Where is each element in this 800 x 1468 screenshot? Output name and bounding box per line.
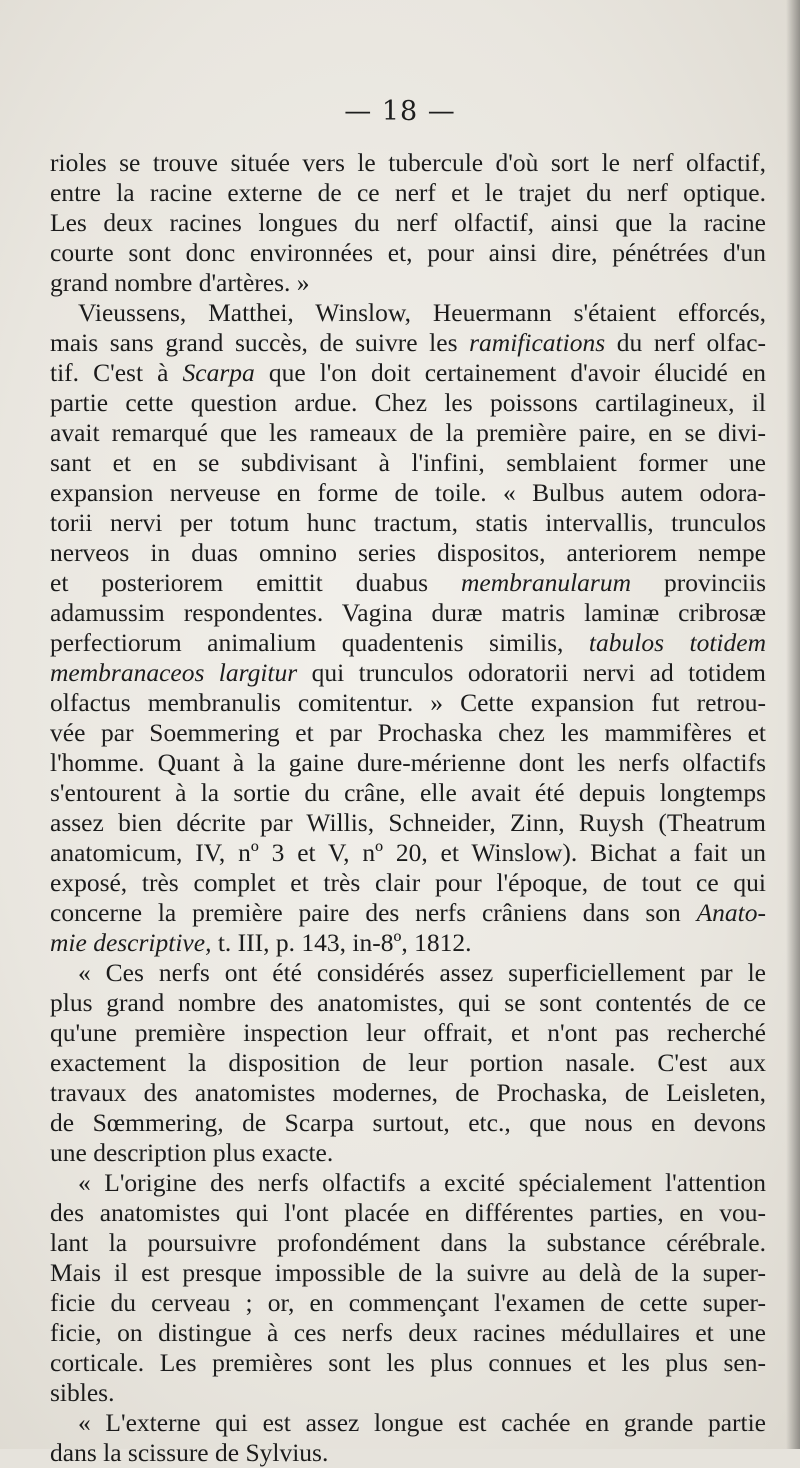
text-line bbox=[50, 568, 766, 598]
text-line: expansion nerveuse en forme de toile. « Bulbus autem odora- bbox=[50, 478, 766, 507]
text-line: dans la scissure de Sylvius. bbox=[50, 1438, 329, 1467]
text-line: corticale. Les premières sont les plus connues et les plus sen- bbox=[50, 1348, 766, 1377]
italic-term: Scarpa bbox=[182, 358, 255, 387]
text-line: adamussim respondentes. Vagina duræ matris laminæ cribrosæ bbox=[50, 598, 766, 627]
text-line: vée par Soemmering et par Prochaska chez les mammifères et bbox=[50, 718, 766, 747]
text-line: olfactus membranulis comitentur. » Cette expansion fut retrou- bbox=[50, 688, 766, 717]
text-line bbox=[50, 928, 766, 958]
text-line: qu'une première inspection leur offrait, et n'ont pas recherché bbox=[50, 1018, 766, 1047]
text-line: exactement la disposition de leur portion nasale. C'est aux bbox=[50, 1048, 766, 1077]
text-line: anatomicum, IV, nº 3 et V, nº 20, et Winslow). Bichat a fait un bbox=[50, 838, 766, 867]
text-line: une description plus exacte. bbox=[50, 1138, 334, 1167]
text-line: Vieussens, Matthei, Winslow, Heuermann s'étaient efforcés, bbox=[78, 298, 766, 327]
text-line: l'homme. Quant à la gaine dure-mérienne dont les nerfs olfactifs bbox=[50, 748, 766, 777]
text-line: lant la poursuivre profondément dans la substance cérébrale. bbox=[50, 1228, 766, 1257]
text-segment: tif. C'est à bbox=[50, 358, 169, 387]
text-line: de Sœmmering, de Scarpa surtout, etc., que nous en devons bbox=[50, 1108, 766, 1137]
text-line: plus grand nombre des anatomistes, qui se sont contentés de ce bbox=[50, 988, 766, 1017]
text-segment: et posteriorem emittit duabus bbox=[50, 568, 428, 597]
text-line: courte sont donc environnées et, pour ainsi dire, pénétrées d'un bbox=[50, 238, 766, 267]
page-edge-shadow bbox=[786, 0, 800, 1449]
text-line: « L'origine des nerfs olfactifs a excité spécialement l'attention bbox=[78, 1168, 766, 1197]
text-line: torii nervi per totum hunc tractum, statis intervallis, trunculos bbox=[50, 508, 766, 537]
text-line: grand nombre d'artères. » bbox=[50, 268, 310, 297]
text-line: avait remarqué que les rameaux de la première paire, en se divi- bbox=[50, 418, 766, 447]
text-line: entre la racine externe de ce nerf et le trajet du nerf optique. bbox=[50, 178, 766, 207]
italic-term: tabulos totidem bbox=[588, 628, 766, 657]
italic-term: membranularum bbox=[461, 568, 631, 597]
text-segment: t. III, p. 143, in-8º, 1812. bbox=[217, 928, 472, 957]
text-segment: provinciis bbox=[664, 568, 766, 597]
text-line: Mais il est presque impossible de la suivre au delà de la super- bbox=[50, 1258, 766, 1287]
text-line bbox=[50, 358, 766, 388]
text-line: « L'externe qui est assez longue est cachée en grande partie bbox=[78, 1408, 766, 1437]
body-text bbox=[50, 148, 766, 1468]
text-line bbox=[50, 628, 766, 658]
text-segment: du nerf olfac- bbox=[616, 328, 767, 357]
text-line: exposé, très complet et très clair pour l'époque, de tout ce qui bbox=[50, 868, 766, 897]
text-segment: que l'on doit certainement d'avoir élucidé en bbox=[268, 358, 767, 387]
text-line bbox=[50, 328, 766, 358]
italic-term: Anato- bbox=[696, 898, 767, 927]
text-line: travaux des anatomistes modernes, de Prochaska, de Leisleten, bbox=[50, 1078, 766, 1107]
text-line: ficie du cerveau ; or, en commençant l'examen de cette super- bbox=[50, 1288, 766, 1317]
text-line: sibles. bbox=[50, 1378, 115, 1407]
text-segment: concerne la première paire des nerfs crâniens dans son bbox=[50, 898, 681, 927]
text-line: rioles se trouve située vers le tubercule d'où sort le nerf olfactif, bbox=[50, 148, 766, 177]
italic-term: ramifications bbox=[469, 328, 606, 357]
text-segment: qui trunculos odoratorii nervi ad totidem bbox=[311, 658, 766, 687]
text-segment: mais sans grand succès, de suivre les bbox=[50, 328, 458, 357]
text-line: Les deux racines longues du nerf olfactif, ainsi que la racine bbox=[50, 208, 766, 237]
page-number: — 18 — bbox=[344, 96, 456, 127]
italic-term: mie descriptive, bbox=[50, 928, 212, 957]
text-line bbox=[50, 658, 766, 688]
text-line bbox=[50, 898, 766, 928]
text-segment: perfectiorum animalium quadentenis similis, bbox=[50, 628, 564, 657]
text-line: partie cette question ardue. Chez les poissons cartilagineux, il bbox=[50, 388, 766, 417]
italic-term: membranaceos largitur bbox=[50, 658, 298, 687]
text-line: des anatomistes qui l'ont placée en différentes parties, en vou- bbox=[50, 1198, 766, 1227]
text-line: « Ces nerfs ont été considérés assez superficiellement par le bbox=[78, 958, 766, 987]
text-line: sant et en se subdivisant à l'infini, semblaient former une bbox=[50, 448, 766, 477]
text-line: s'entourent à la sortie du crâne, elle avait été depuis longtemps bbox=[50, 778, 766, 807]
text-line: nerveos in duas omnino series dispositos, anteriorem nempe bbox=[50, 538, 766, 567]
text-line: assez bien décrite par Willis, Schneider, Zinn, Ruysh (Theatrum bbox=[50, 808, 766, 837]
text-line: ficie, on distingue à ces nerfs deux racines médullaires et une bbox=[50, 1318, 766, 1347]
